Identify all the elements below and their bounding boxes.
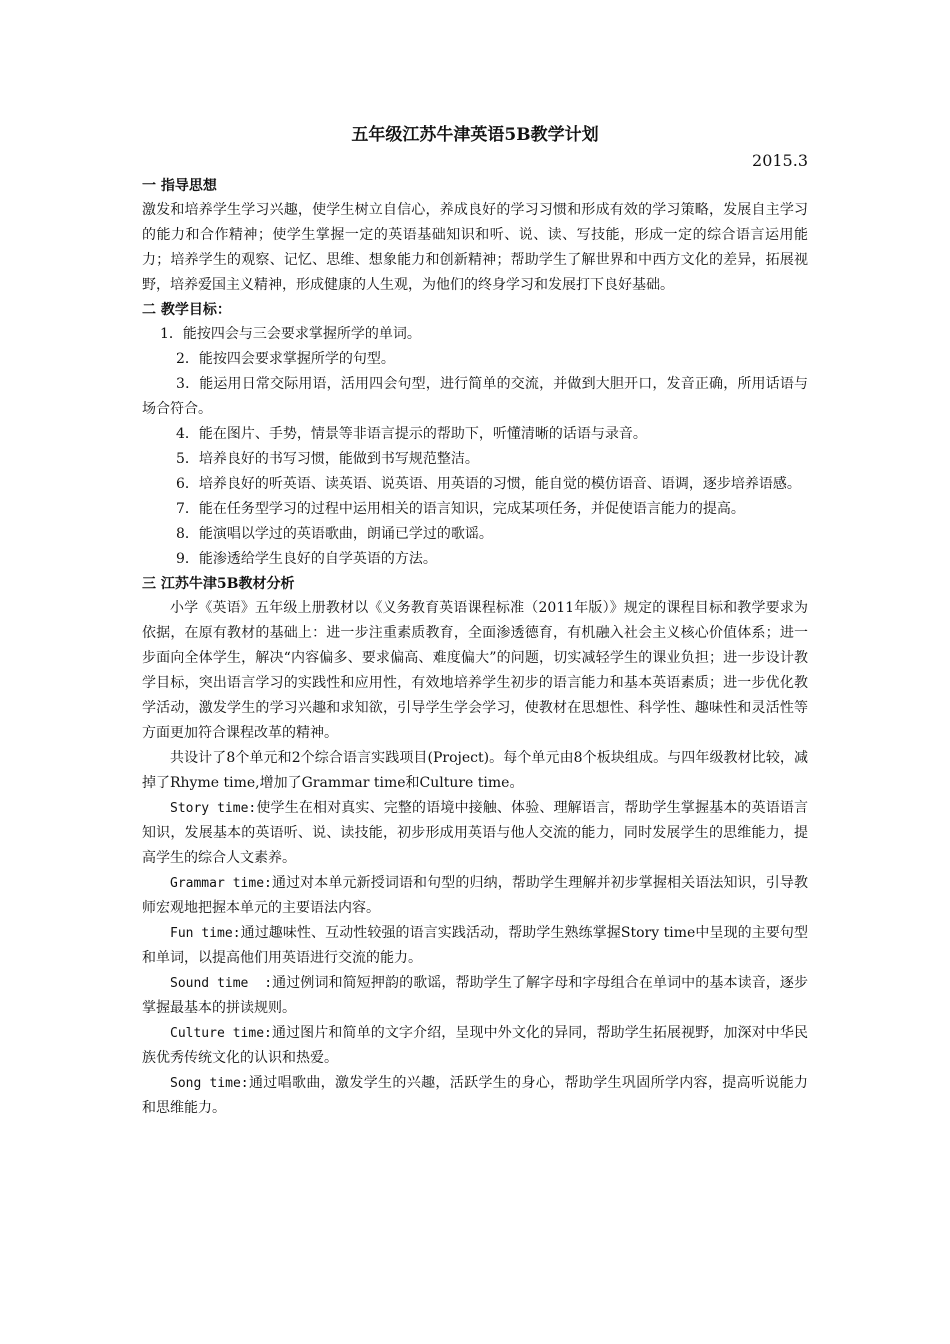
module-label: Story time: bbox=[170, 801, 257, 816]
module-story-time bbox=[142, 796, 808, 871]
module-fun-time bbox=[142, 921, 808, 971]
structure-paragraph: 共设计了8个单元和2个综合语言实践项目(Project)。每个单元由8个板块组成。与四年级教材比较，减掉了Rhyme time,增加了Grammar time和Culture time。 bbox=[142, 750, 808, 791]
module-label: Culture time: bbox=[170, 1026, 272, 1041]
goal-item: 6．培养良好的听英语、读英语、说英语、用英语的习惯，能自觉的模仿语音、语调，逐步培养语感。 bbox=[176, 476, 801, 492]
module-desc: 使学生在相对真实、完整的语境中接触、体验、理解语言，帮助学生掌握基本的英语语言知识，发展基本的英语听、说、读技能，初步形成用英语与他人交流的能力，同时发展学生的思维能力，提高学生的综合人文素养。 bbox=[142, 800, 809, 866]
section-1-heading: 一 指导思想 bbox=[142, 178, 217, 194]
goal-item: 2．能按四会要求掌握所学的句型。 bbox=[176, 351, 395, 367]
section-2-heading: 二 教学目标： bbox=[142, 302, 231, 318]
goal-item: 4．能在图片、手势，情景等非语言提示的帮助下，听懂清晰的话语与录音。 bbox=[176, 426, 647, 442]
section-1-text: 激发和培养学生学习兴趣，使学生树立自信心，养成良好的学习习惯和形成有效的学习策略，发展自主学习的能力和合作精神；使学生掌握一定的英语基础知识和听、说、读、写技能，形成一定的综合语言运用能力；培养学生的观察、记忆、思维、想象能力和创新精神；帮助学生了解世界和中西方文化的差异，拓展视野，培养爱国主义精神，形成健康的人生观，为他们的终身学习和发展打下良好基础。 bbox=[142, 202, 808, 293]
goal-item: 3．能运用日常交际用语，活用四会句型，进行简单的交流，并做到大胆开口，发音正确，所用话语与场合符合。 bbox=[142, 376, 808, 417]
goal-item: 8．能演唱以学过的英语歌曲，朗诵已学过的歌谣。 bbox=[176, 526, 493, 542]
goal-item: 7．能在任务型学习的过程中运用相关的语言知识，完成某项任务，并促使语言能力的提高。 bbox=[176, 501, 745, 517]
goal-item: 9．能渗透给学生良好的自学英语的方法。 bbox=[176, 551, 437, 567]
doc-date: 2015.3 bbox=[752, 151, 808, 170]
doc-title: 五年级江苏牛津英语5B教学计划 bbox=[351, 125, 599, 145]
module-sound-time bbox=[142, 971, 808, 1021]
module-desc: 通过例词和简短押韵的歌谣，帮助学生了解字母和字母组合在单词中的基本读音，逐步掌握最基本的拼读规则。 bbox=[142, 975, 808, 1016]
module-desc: 通过唱歌曲，激发学生的兴趣，活跃学生的身心，帮助学生巩固所学内容，提高听说能力和思维能力。 bbox=[142, 1075, 808, 1116]
module-grammar-time bbox=[142, 871, 808, 921]
analysis-paragraph: 小学《英语》五年级上册教材以《义务教育英语课程标准（2011年版）》规定的课程目标和教学要求为依据，在原有教材的基础上：进一步注重素质教育，全面渗透德育，有机融入社会主义核心价值体系；进一步面向全体学生，解决“内容偏多、要求偏高、难度偏大”的问题，切实减轻学生的课业负担；进一步设计教学目标，突出语言学习的实践性和应用性，有效地培养学生初步的语言能力和基本英语素质；进一步优化教学活动，激发学生的学习兴趣和求知欲，引导学生学会学习，使教材在思想性、科学性、趣味性和灵活性等方面更加符合课程改革的精神。 bbox=[142, 600, 808, 741]
goal-item: 1．能按四会与三会要求掌握所学的单词。 bbox=[160, 326, 421, 342]
module-desc: 通过图片和简单的文字介绍，呈现中外文化的异同，帮助学生拓展视野，加深对中华民族优秀传统文化的认识和热爱。 bbox=[142, 1025, 808, 1066]
module-desc: 通过对本单元新授词语和句型的归纳，帮助学生理解并初步掌握相关语法知识，引导教师宏观地把握本单元的主要语法内容。 bbox=[142, 875, 808, 916]
module-desc: 通过趣味性、互动性较强的语言实践活动，帮助学生熟练掌握Story time中呈现的主要句型和单词，以提高他们用英语进行交流的能力。 bbox=[142, 925, 808, 966]
goal-item: 5．培养良好的书写习惯，能做到书写规范整洁。 bbox=[176, 451, 479, 467]
module-culture-time bbox=[142, 1021, 808, 1071]
section-3-heading: 三 江苏牛津5B教材分析 bbox=[142, 576, 295, 592]
module-label: Song time: bbox=[170, 1076, 249, 1091]
module-label: Sound time : bbox=[170, 976, 273, 991]
document-page bbox=[142, 122, 808, 1121]
module-label: Fun time: bbox=[170, 926, 241, 941]
module-label: Grammar time: bbox=[170, 876, 272, 891]
module-song-time bbox=[142, 1071, 808, 1121]
